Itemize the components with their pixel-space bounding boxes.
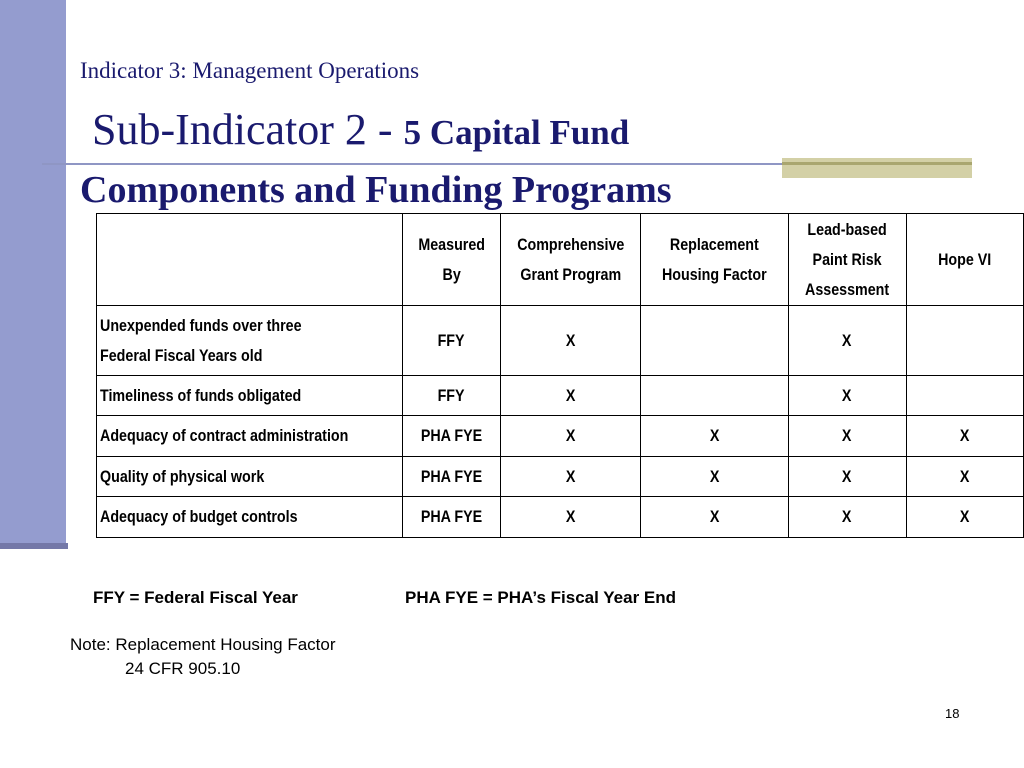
slide-title-bold: 5 Capital Fund — [403, 113, 630, 152]
cell-rhf: X — [640, 416, 788, 457]
cell-measured: PHA FYE — [402, 497, 500, 538]
row-label: Adequacy of contract administration — [97, 416, 403, 457]
cell-cgp: X — [500, 416, 640, 457]
cell-hope: X — [906, 416, 1023, 457]
note-line2: 24 CFR 905.10 — [125, 659, 241, 678]
table-row — [97, 497, 1024, 538]
slide-supertitle: Indicator 3: Management Operations — [80, 58, 420, 83]
cell-cgp: X — [500, 306, 640, 376]
capital-fund-table — [96, 213, 1024, 538]
cell-hope: X — [906, 457, 1023, 497]
cell-lbp: X — [788, 376, 906, 416]
slide-title-line2: Components and Funding Programs — [80, 169, 672, 211]
page-number: 18 — [945, 706, 960, 721]
row-label: Quality of physical work — [97, 457, 403, 497]
cell-rhf — [640, 376, 788, 416]
cell-lbp: X — [788, 416, 906, 457]
legend-pha-fye: PHA FYE = PHA’s Fiscal Year End — [405, 588, 677, 607]
note-line1: Note: Replacement Housing Factor — [70, 635, 336, 654]
header-comprehensive-grant-program: Comprehensive Grant Program — [500, 214, 640, 306]
accent-bar — [782, 158, 972, 178]
cell-measured: PHA FYE — [402, 416, 500, 457]
accent-bar-line — [782, 162, 972, 165]
header-replacement-housing-factor: Replacement Housing Factor — [640, 214, 788, 306]
header-hope-vi: Hope VI — [906, 214, 1023, 306]
cell-hope — [906, 306, 1023, 376]
cell-rhf: X — [640, 497, 788, 538]
header-empty-cell — [97, 214, 403, 306]
cell-rhf: X — [640, 457, 788, 497]
cell-measured: FFY — [402, 306, 500, 376]
table-row — [97, 376, 1024, 416]
cell-cgp: X — [500, 376, 640, 416]
left-decorative-bar — [0, 0, 66, 546]
table-header-row — [97, 214, 1024, 306]
cell-rhf — [640, 306, 788, 376]
row-label: Unexpended funds over three Federal Fiscal Years old — [97, 306, 403, 376]
header-measured-by: Measured By — [402, 214, 500, 306]
cell-lbp: X — [788, 457, 906, 497]
cell-hope: X — [906, 497, 1023, 538]
cell-cgp: X — [500, 497, 640, 538]
row-label: Adequacy of budget controls — [97, 497, 403, 538]
slide-title-line1 — [92, 104, 629, 155]
cell-lbp: X — [788, 306, 906, 376]
row-label: Timeliness of funds obligated — [97, 376, 403, 416]
header-lead-based-paint: Lead-based Paint Risk Assessment — [788, 214, 906, 306]
title-rule — [42, 163, 782, 165]
left-bar-shadow — [0, 543, 68, 549]
slide-title-main: Sub-Indicator 2 - — [92, 105, 404, 154]
table-row — [97, 306, 1024, 376]
cell-lbp: X — [788, 497, 906, 538]
legend-ffy: FFY = Federal Fiscal Year — [93, 588, 298, 607]
cell-hope — [906, 376, 1023, 416]
table-row — [97, 416, 1024, 457]
cell-measured: FFY — [402, 376, 500, 416]
cell-measured: PHA FYE — [402, 457, 500, 497]
table-row — [97, 457, 1024, 497]
cell-cgp: X — [500, 457, 640, 497]
